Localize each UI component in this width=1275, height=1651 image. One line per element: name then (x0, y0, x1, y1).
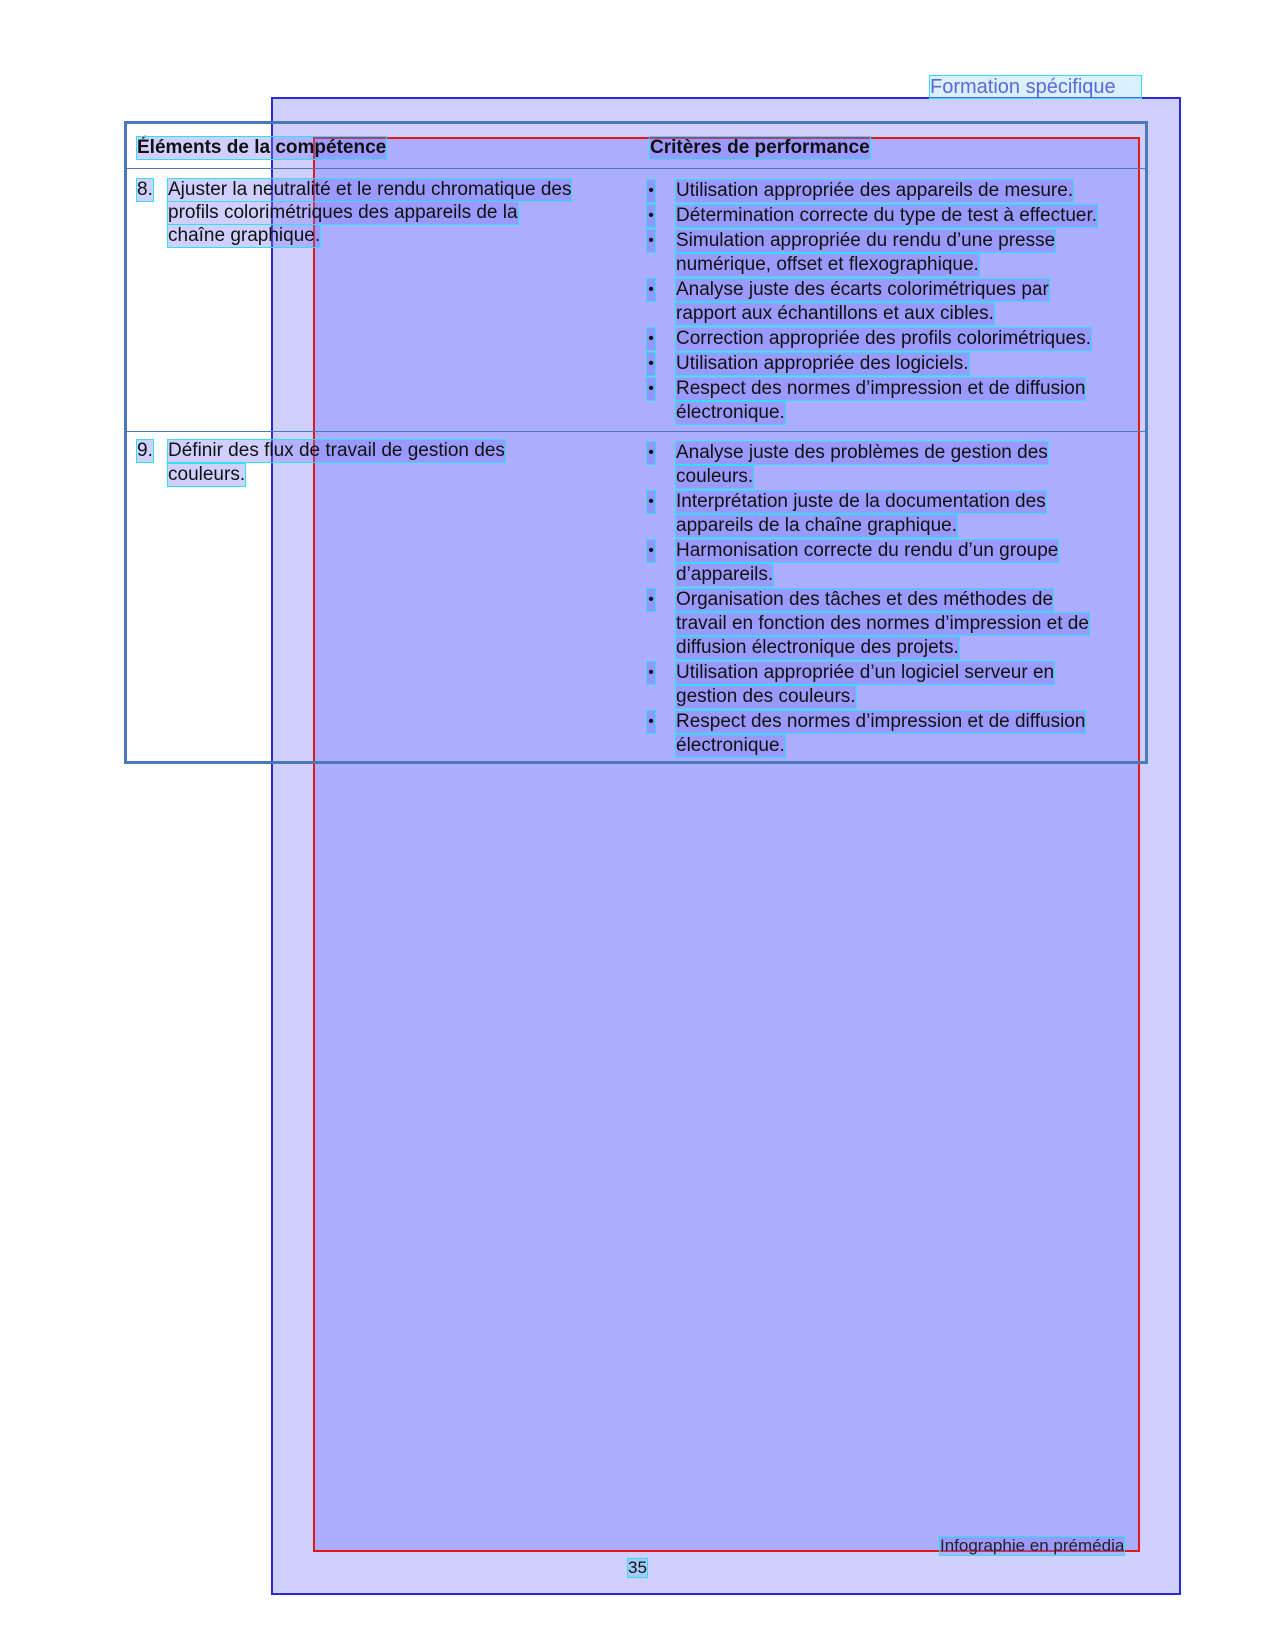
criterion-text-line: Utilisation appropriée d’un logiciel serveur en (676, 662, 1055, 683)
competence-table (124, 121, 1148, 764)
column-header-criteria: Critères de performance (650, 137, 870, 158)
bullet-icon: • (647, 378, 655, 400)
bullet-icon: • (647, 711, 655, 733)
element-number: 8. (137, 179, 153, 200)
bullet-icon: • (647, 662, 655, 684)
criterion-text-line: rapport aux échantillons et aux cibles. (676, 303, 994, 324)
criterion-text-line: électronique. (676, 735, 785, 756)
criterion-text-line: Organisation des tâches et des méthodes de (676, 589, 1054, 610)
criterion-text-line: Respect des normes d’impression et de diffusion (676, 378, 1086, 399)
criterion-text-line: électronique. (676, 402, 785, 423)
bullet-icon: • (647, 180, 655, 202)
table-divider (127, 168, 1145, 169)
criterion-text-line: travail en fonction des normes d’impression et de (676, 613, 1089, 634)
criterion-text-line: couleurs. (676, 466, 754, 487)
bullet-icon: • (647, 205, 655, 227)
criterion-text-line: Analyse juste des écarts colorimétriques par (676, 279, 1049, 300)
criterion-text-line: diffusion électronique des projets. (676, 637, 959, 658)
criterion-text-line: Respect des normes d’impression et de diffusion (676, 711, 1086, 732)
criterion-text-line: gestion des couleurs. (676, 686, 856, 707)
running-footer: Infographie en prémédia (940, 1536, 1125, 1555)
bullet-icon: • (647, 328, 655, 350)
bullet-icon: • (647, 540, 655, 562)
criterion-text-line: Utilisation appropriée des logiciels. (676, 353, 969, 374)
bullet-icon: • (647, 589, 655, 611)
bullet-icon: • (647, 442, 655, 464)
criterion-text-line: numérique, offset et flexographique. (676, 254, 979, 275)
criterion-text-line: Analyse juste des problèmes de gestion des (676, 442, 1048, 463)
element-text-line: couleurs. (168, 464, 246, 485)
column-header-elements: Éléments de la compétence (137, 137, 387, 158)
criterion-text-line: Correction appropriée des profils colorimétriques. (676, 328, 1092, 349)
criterion-text-line: Simulation appropriée du rendu d’une presse (676, 230, 1056, 251)
table-divider (127, 431, 1145, 432)
element-text-line: chaîne graphique. (168, 225, 321, 246)
element-text-line: Définir des flux de travail de gestion des (168, 440, 505, 461)
element-number: 9. (137, 440, 153, 461)
bullet-icon: • (647, 230, 655, 252)
element-text-line: Ajuster la neutralité et le rendu chromatique des (168, 179, 572, 200)
bullet-icon: • (647, 279, 655, 301)
page-number: 35 (628, 1558, 647, 1577)
criterion-text-line: Détermination correcte du type de test à effectuer. (676, 205, 1098, 226)
criterion-text-line: Harmonisation correcte du rendu d’un groupe (676, 540, 1059, 561)
criterion-text-line: Interprétation juste de la documentation des (676, 491, 1046, 512)
criterion-text-line: Utilisation appropriée des appareils de mesure. (676, 180, 1074, 201)
bullet-icon: • (647, 353, 655, 375)
element-text-line: profils colorimétriques des appareils de la (168, 202, 518, 223)
criterion-text-line: appareils de la chaîne graphique. (676, 515, 957, 536)
bullet-icon: • (647, 491, 655, 513)
criterion-text-line: d’appareils. (676, 564, 774, 585)
running-header: Formation spécifique (930, 76, 1141, 98)
